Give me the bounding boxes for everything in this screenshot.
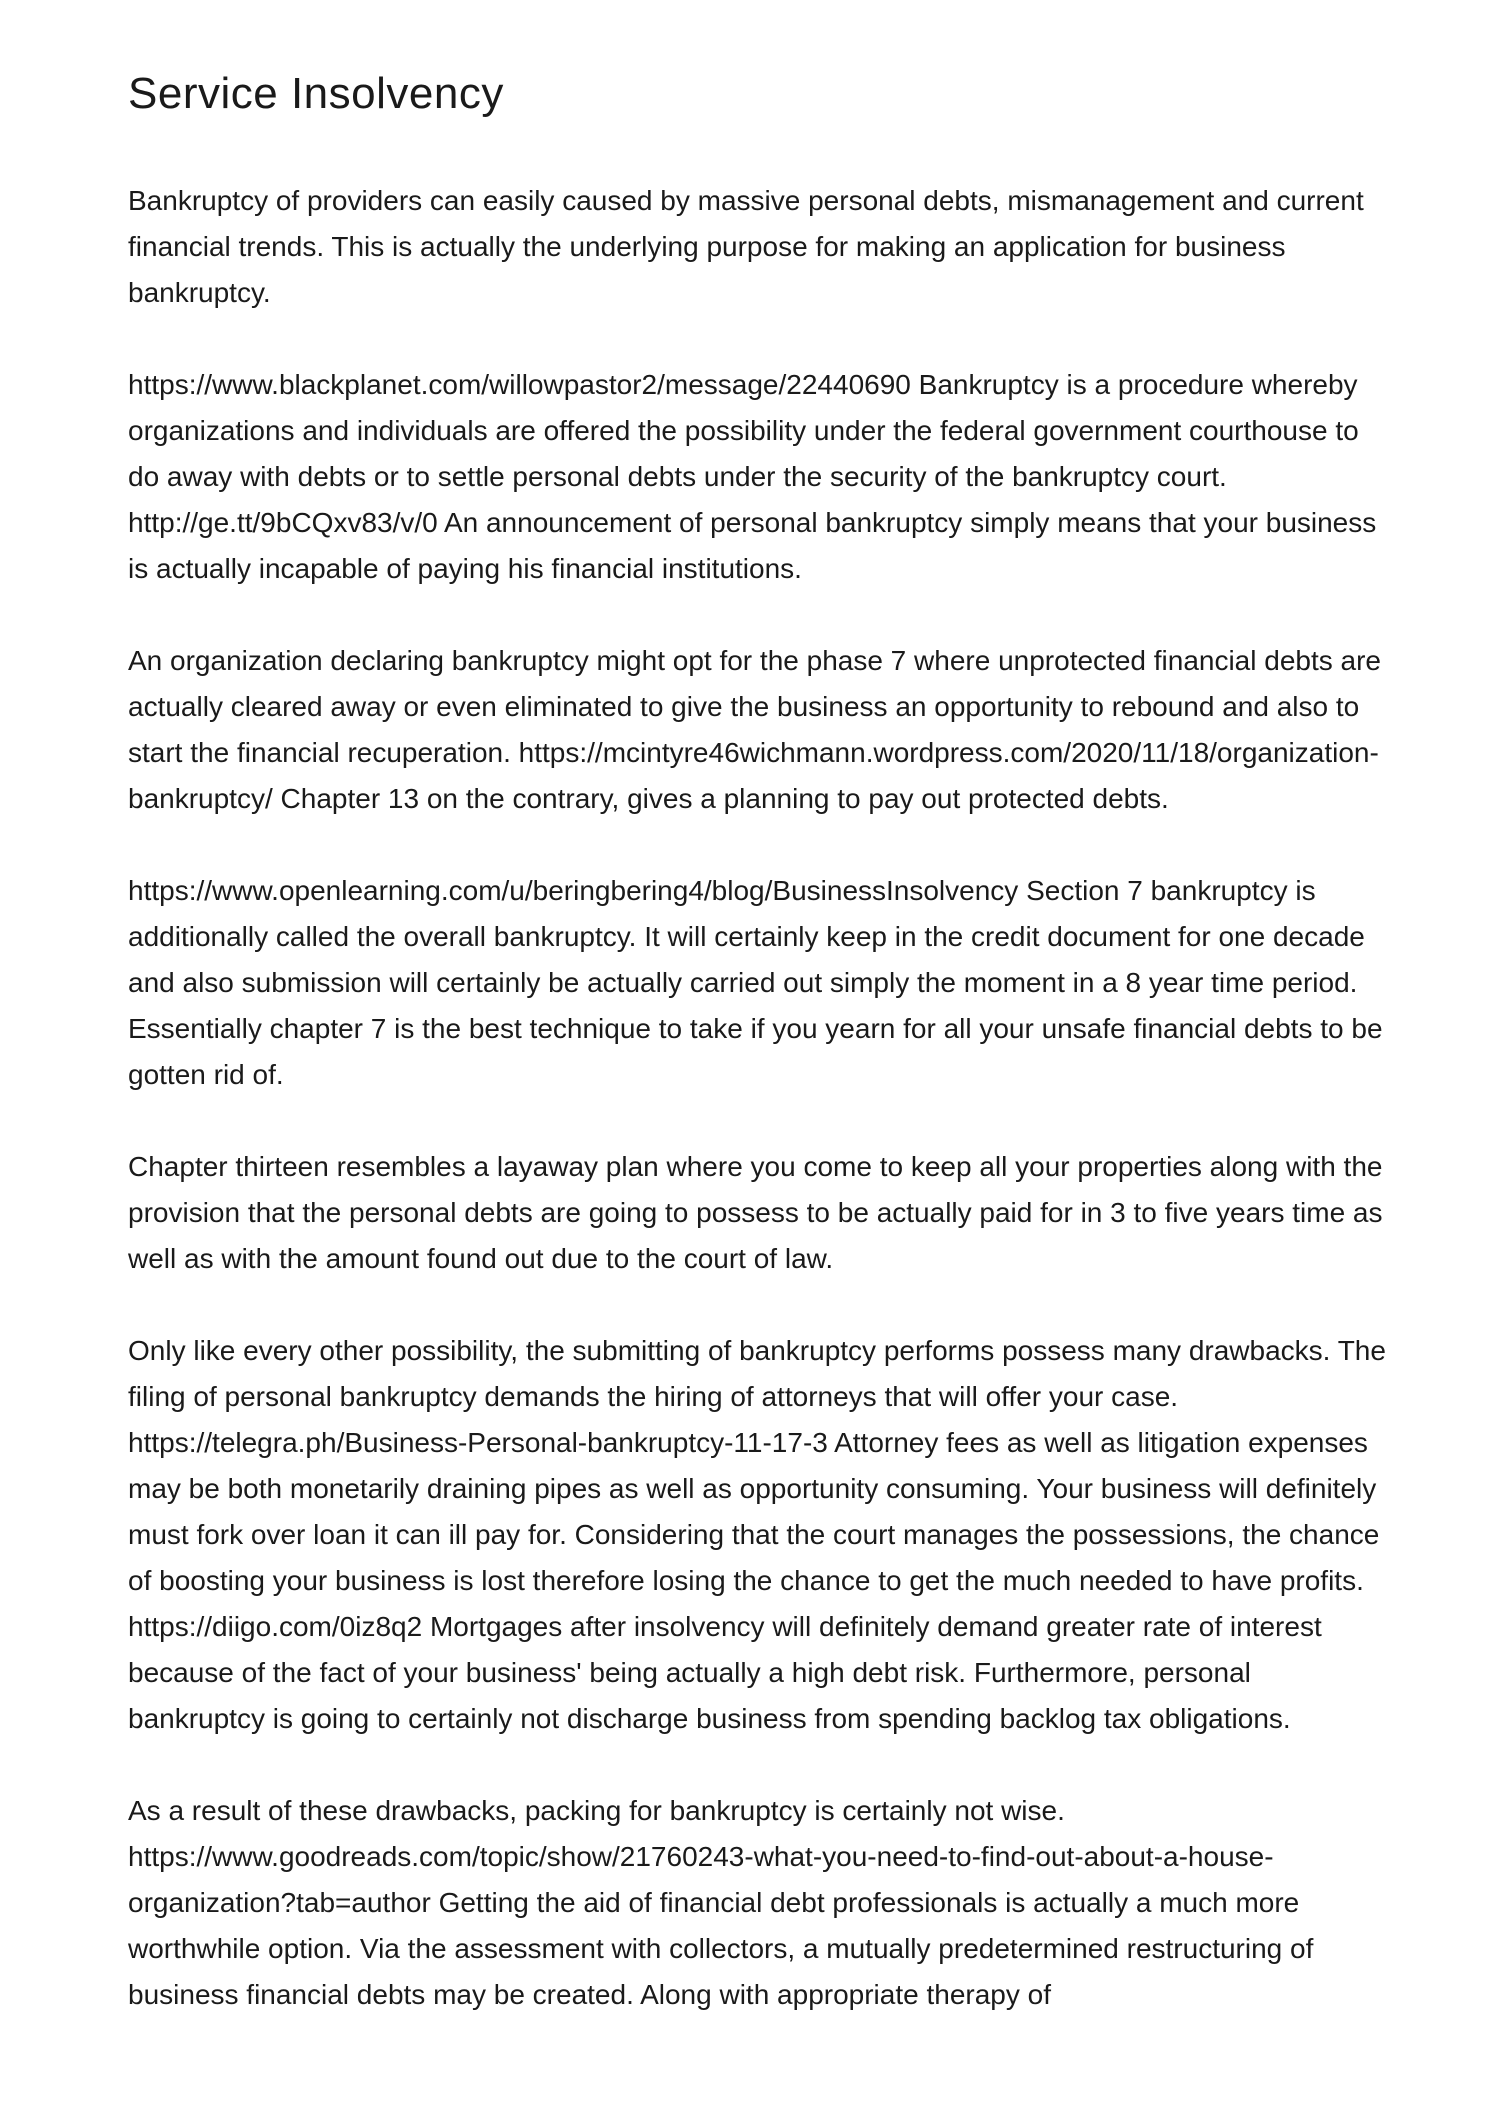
document-page [128,0,1388,2064]
paragraph: As a result of these drawbacks, packing for bankruptcy is certainly not wise. https://www.goodreads.com/topic/show/21760243-what-you-need-to-find-out-about-a-house-organization?tab=author Getting the aid of financial debt professionals is actually a much more worthwhile option. Via the assessment with collectors, a mutually predetermined restructuring of business financial debts may be created. Along with appropriate therapy of [128,1795,1314,2010]
paragraph: https://www.openlearning.com/u/beringbering4/blog/BusinessInsolvency Section 7 bankruptcy is additionally called the overall bankruptcy. It will certainly keep in the credit document for one decade and also submission will certainly be actually carried out simply the moment in a 8 year time period. Essentially chapter 7 is the best technique to take if you yearn for all your unsafe financial debts to be gotten rid of. [128,875,1383,1090]
paragraph: An organization declaring bankruptcy might opt for the phase 7 where unprotected financial debts are actually cleared away or even eliminated to give the business an opportunity to rebound and also to start the financial recuperation. https://mcintyre46wichmann.wordpress.com/2020/11/18/organization-bankruptcy/ Chapter 13 on the contrary, gives a planning to pay out protected debts. [128,645,1381,814]
paragraph: Bankruptcy of providers can easily caused by massive personal debts, mismanagement and current financial trends. This is actually the underlying purpose for making an application for business bankruptcy. [128,185,1364,308]
paragraph: https://www.blackplanet.com/willowpastor2/message/22440690 Bankruptcy is a procedure whereby organizations and individuals are offered the possibility under the federal government courthouse to do away with debts or to settle personal debts under the security of the bankruptcy court. http://ge.tt/9bCQxv83/v/0 An announcement of personal bankruptcy simply means that your business is actually incapable of paying his financial institutions. [128,369,1377,584]
document-body [128,178,1388,2018]
page-title: Service Insolvency [128,69,504,118]
paragraph: Chapter thirteen resembles a layaway plan where you come to keep all your properties along with the provision that the personal debts are going to possess to be actually paid for in 3 to five years time as well as with the amount found out due to the court of law. [128,1151,1383,1274]
paragraph: Only like every other possibility, the submitting of bankruptcy performs possess many drawbacks. The filing of personal bankruptcy demands the hiring of attorneys that will offer your case. https://telegra.ph/Business-Personal-bankruptcy-11-17-3 Attorney fees as well as litigation expenses may be both monetarily draining pipes as well as opportunity consuming. Your business will definitely must fork over loan it can ill pay for. Considering that the court manages the possessions, the chance of boosting your business is lost therefore losing the chance to get the much needed to have profits. https://diigo.com/0iz8q2 Mortgages after insolvency will definitely demand greater rate of interest because of the fact of your business' being actually a high debt risk. Furthermore, personal bankruptcy is going to certainly not discharge business from spending backlog tax obligations. [128,1335,1386,1734]
